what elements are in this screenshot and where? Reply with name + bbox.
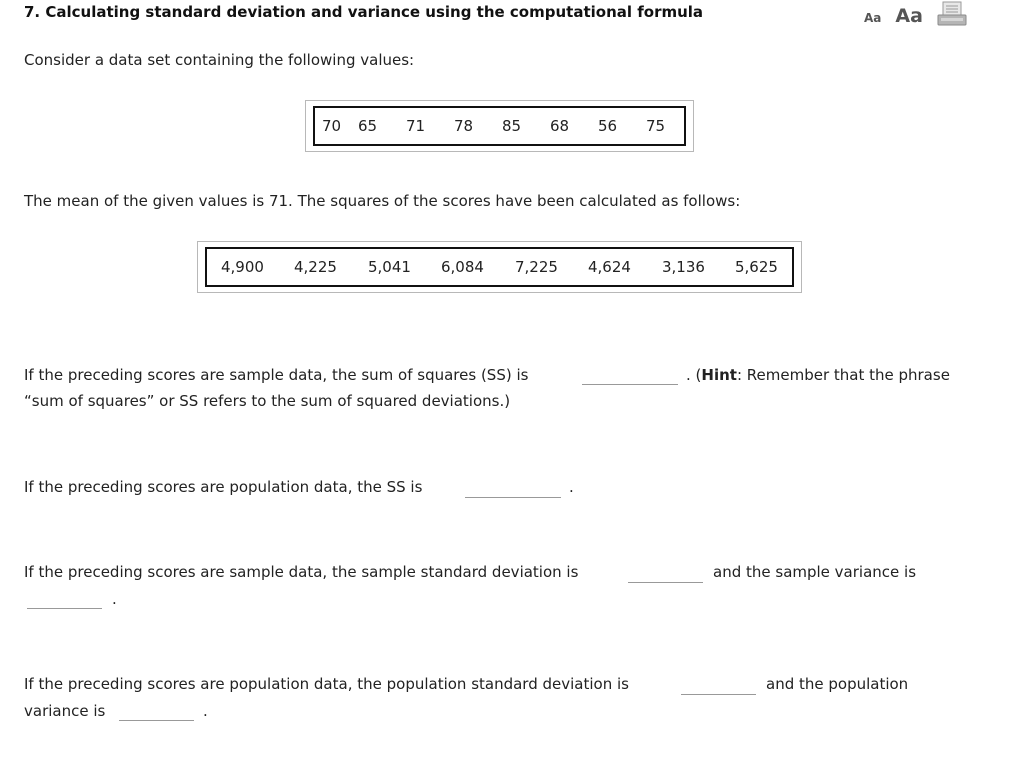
q1-hint-prefix: . ( [686, 366, 702, 384]
hint-label: Hint [701, 366, 737, 384]
value-cell: 70 [322, 117, 342, 135]
population-ss-input[interactable] [465, 483, 561, 498]
squares-list [205, 247, 794, 287]
q1-text-line2: “sum of squares” or SS refers to the sum of squared deviations.) [24, 392, 511, 410]
value-cell: 71 [406, 117, 426, 135]
values-box [305, 100, 694, 152]
values-list [313, 106, 686, 146]
q4-text: If the preceding scores are population data, the population standard deviation is [24, 675, 629, 693]
toolbar [864, 1, 967, 27]
square-cell: 6,084 [441, 258, 484, 276]
q2-text: If the preceding scores are population data, the SS is [24, 478, 423, 496]
square-cell: 3,136 [662, 258, 705, 276]
sample-variance-input[interactable] [27, 594, 102, 609]
font-size-large-button[interactable]: Aa [895, 5, 923, 27]
value-cell: 85 [502, 117, 522, 135]
population-sd-input[interactable] [681, 680, 756, 695]
q4-text-line2: variance is [24, 702, 106, 720]
value-cell: 68 [550, 117, 570, 135]
value-cell: 78 [454, 117, 474, 135]
mean-text: The mean of the given values is 71. The squares of the scores have been calculated as follows: [24, 192, 741, 210]
sample-ss-input[interactable] [582, 370, 678, 385]
q1-hint-suffix: : Remember that the phrase [736, 366, 950, 384]
q4-text-middle: and the population [766, 675, 909, 693]
value-cell: 75 [646, 117, 666, 135]
q3-period: . [112, 590, 117, 608]
print-icon[interactable] [937, 1, 967, 27]
square-cell: 4,900 [221, 258, 264, 276]
square-cell: 5,625 [735, 258, 778, 276]
q3-text-middle: and the sample variance is [713, 563, 917, 581]
square-cell: 7,225 [515, 258, 558, 276]
value-cell: 56 [598, 117, 618, 135]
q2-period: . [569, 478, 574, 496]
square-cell: 5,041 [368, 258, 411, 276]
q1-hint [686, 366, 950, 384]
squares-box [197, 241, 802, 293]
q4-period: . [203, 702, 208, 720]
q1-text: If the preceding scores are sample data, the sum of squares (SS) is [24, 366, 529, 384]
square-cell: 4,225 [294, 258, 337, 276]
sample-sd-input[interactable] [628, 568, 703, 583]
q3-text: If the preceding scores are sample data, the sample standard deviation is [24, 563, 579, 581]
question-title: 7. Calculating standard deviation and variance using the computational formula [24, 3, 704, 21]
population-variance-input[interactable] [119, 706, 194, 721]
intro-text: Consider a data set containing the following values: [24, 51, 415, 69]
square-cell: 4,624 [588, 258, 631, 276]
font-size-small-button[interactable]: Aa [864, 11, 882, 25]
value-cell: 65 [358, 117, 378, 135]
